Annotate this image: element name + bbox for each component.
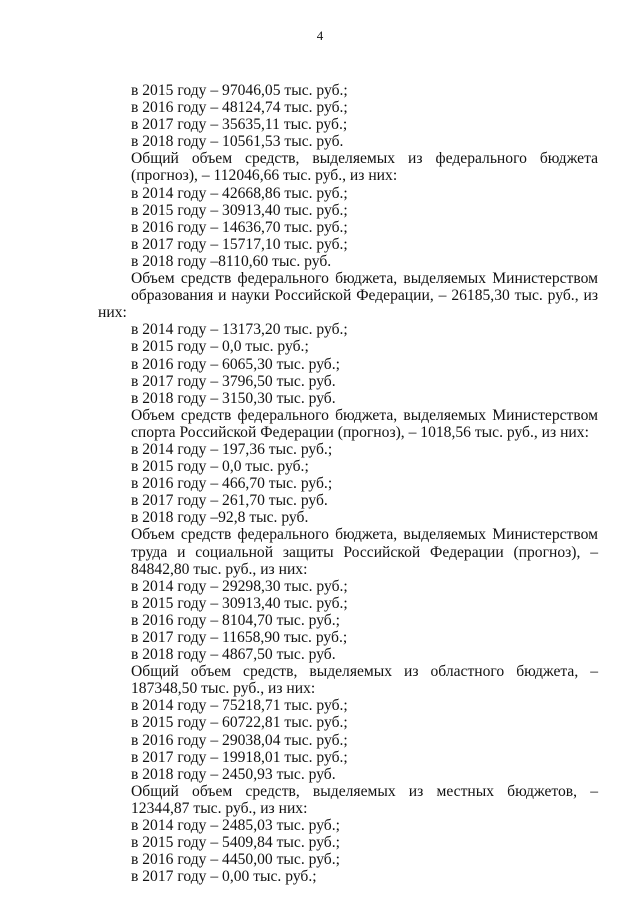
list-item: в 2015 году – 0,0 тыс. руб.; bbox=[131, 338, 309, 356]
list-item: в 2015 году – 60722,81 тыс. руб.; bbox=[131, 714, 348, 732]
list-item: в 2016 году – 48124,74 тыс. руб.; bbox=[131, 99, 348, 117]
list-item: в 2015 году – 97046,05 тыс. руб.; bbox=[131, 82, 348, 99]
list-item: в 2014 году – 75218,71 тыс. руб.; bbox=[131, 697, 348, 715]
paragraph bbox=[98, 783, 598, 817]
paragraph bbox=[98, 150, 598, 184]
paragraph-line: Объем средств федерального бюджета, выделяемых Министерством bbox=[131, 270, 598, 288]
list-item: в 2018 году – 4867,50 тыс. руб. bbox=[131, 646, 336, 664]
list-item: в 2015 году – 0,0 тыс. руб.; bbox=[131, 458, 309, 476]
list-item: в 2017 году – 261,70 тыс. руб. bbox=[131, 492, 328, 510]
paragraph-line: спорта Российской Федерации (прогноз), – 1018,56 тыс. руб., из них: bbox=[131, 423, 589, 441]
document-body bbox=[98, 82, 598, 885]
list-item: в 2016 году – 4450,00 тыс. руб.; bbox=[131, 851, 340, 869]
list-item: в 2015 году – 30913,40 тыс. руб.; bbox=[131, 201, 348, 219]
list-item: в 2017 году – 3796,50 тыс. руб. bbox=[131, 372, 336, 390]
paragraph-line: образования и науки Российской Федерации, – 26185,30 тыс. руб., из них: bbox=[98, 287, 598, 322]
list-item: в 2016 году – 29038,04 тыс. руб.; bbox=[131, 731, 348, 749]
list-item: в 2014 году – 2485,03 тыс. руб.; bbox=[131, 817, 340, 835]
list-item: в 2018 году –92,8 тыс. руб. bbox=[131, 509, 309, 527]
list-item: в 2018 году – 2450,93 тыс. руб. bbox=[131, 765, 336, 783]
paragraph-line: 12344,87 тыс. руб., из них: bbox=[131, 799, 308, 817]
list-item: в 2014 году – 42668,86 тыс. руб.; bbox=[131, 184, 348, 202]
paragraph-line: 187348,50 тыс. руб., из них: bbox=[131, 680, 316, 698]
list-item: в 2016 году – 14636,70 тыс. руб.; bbox=[131, 218, 348, 236]
list-item: в 2014 году – 29298,30 тыс. руб.; bbox=[131, 577, 348, 595]
list-item: в 2017 году – 35635,11 тыс. руб.; bbox=[131, 116, 348, 134]
paragraph bbox=[98, 407, 598, 441]
paragraph-line: 84842,80 тыс. руб., из них: bbox=[131, 560, 308, 578]
paragraph bbox=[98, 270, 598, 321]
list-item: в 2017 году – 15717,10 тыс. руб.; bbox=[131, 235, 348, 253]
paragraph-line: Общий объем средств, выделяемых из местных бюджетов, – bbox=[131, 782, 598, 800]
list-item: в 2017 году – 11658,90 тыс. руб.; bbox=[131, 629, 348, 646]
list-item: в 2014 году – 197,36 тыс. руб.; bbox=[131, 440, 333, 458]
list-item: в 2018 году – 3150,30 тыс. руб. bbox=[131, 389, 336, 407]
paragraph-line: Объем средств федерального бюджета, выделяемых Министерством bbox=[131, 406, 598, 424]
list-item: в 2017 году – 0,00 тыс. руб.; bbox=[131, 868, 317, 886]
list-item: в 2018 году – 10561,53 тыс. руб. bbox=[131, 133, 344, 151]
paragraph bbox=[98, 663, 598, 697]
list-item: в 2014 году – 13173,20 тыс. руб.; bbox=[131, 321, 348, 339]
list-item: в 2018 году –8110,60 тыс. руб. bbox=[131, 252, 332, 270]
list-item: в 2017 году – 19918,01 тыс. руб.; bbox=[131, 748, 348, 766]
paragraph-line: Общий объем средств, выделяемых из федерального бюджета bbox=[131, 150, 598, 168]
paragraph-line: Объем средств федерального бюджета, выделяемых Министерством bbox=[131, 526, 598, 544]
paragraph-line: труда и социальной защиты Российской Федерации (прогноз), – bbox=[131, 543, 598, 561]
list-item: в 2015 году – 5409,84 тыс. руб.; bbox=[131, 834, 340, 852]
paragraph-line: Общий объем средств, выделяемых из областного бюджета, – bbox=[131, 663, 598, 681]
list-item: в 2016 году – 8104,70 тыс. руб.; bbox=[131, 611, 340, 629]
paragraph bbox=[98, 526, 598, 577]
list-item: в 2016 году – 6065,30 тыс. руб.; bbox=[131, 355, 340, 373]
list-item: в 2015 году – 30913,40 тыс. руб.; bbox=[131, 594, 348, 612]
page-number: 4 bbox=[316, 28, 324, 43]
paragraph-line: (прогноз), – 112046,66 тыс. руб., из них: bbox=[131, 167, 398, 185]
list-item: в 2016 году – 466,70 тыс. руб.; bbox=[131, 475, 333, 493]
